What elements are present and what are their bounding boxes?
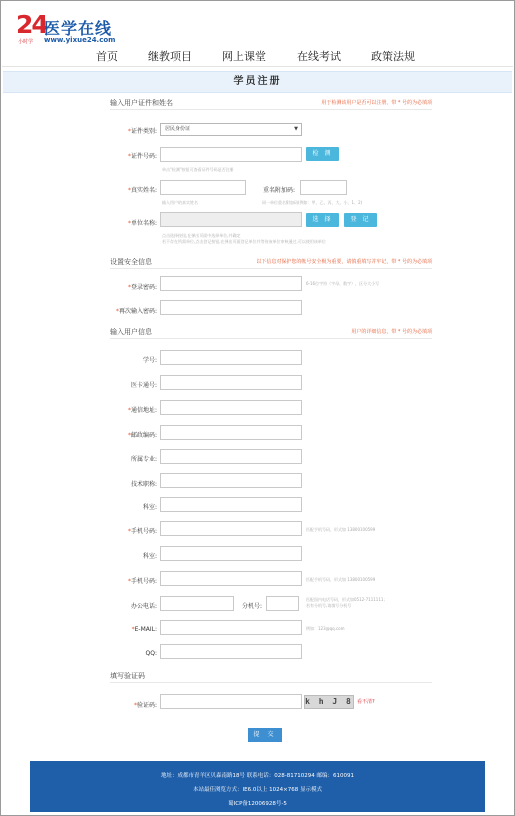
dup-code-input[interactable] (300, 180, 347, 195)
section-identity (110, 98, 432, 110)
captcha-input[interactable] (160, 694, 302, 709)
dept-input[interactable] (160, 546, 302, 561)
email-input[interactable] (160, 620, 302, 635)
mobile-input[interactable] (160, 521, 302, 536)
nav-cme-projects[interactable]: 继教项目 (148, 50, 192, 63)
nav-policies[interactable]: 政策法规 (371, 50, 415, 63)
password-confirm-label: *再次输入密码: (115, 308, 157, 315)
mobile-input[interactable] (160, 571, 302, 586)
dup-code-hint: 同一单位重名附加码(例如：甲、乙、丙、大、小、1、2) (262, 200, 363, 205)
section-title: 填写验证码 (110, 672, 145, 680)
page-title-bar (3, 71, 512, 93)
password-input[interactable] (160, 276, 302, 291)
address-input[interactable] (160, 400, 302, 415)
office-phone-hint: 匹配国内电话号码，形式如0512-7111111； 若有分机号,请填写分机号 (306, 597, 388, 608)
section-note: 用户的详细信息，带 * 号的为必填项 (351, 329, 432, 335)
unit-label: *单位名称: (127, 220, 157, 227)
section-title: 设置安全信息 (110, 258, 152, 266)
extension-label: 分机号: (242, 603, 263, 610)
chevron-down-icon: ▼ (294, 126, 298, 132)
qq-input[interactable] (160, 644, 302, 659)
card-no-label: 医卡通号: (130, 382, 157, 389)
nav-home[interactable]: 首页 (96, 50, 118, 63)
section-title: 输入用户信息 (110, 328, 152, 336)
real-name-label: *真实姓名: (127, 187, 157, 194)
register-unit-button[interactable]: 登 记 (344, 213, 377, 227)
real-name-hint: 输入用户的真实姓名 (162, 200, 198, 205)
id-number-hint: 单击"检测"按钮可查看证件号码是否注册 (162, 167, 234, 172)
site-footer (30, 761, 485, 812)
card-no-input[interactable] (160, 375, 302, 390)
select-unit-button[interactable]: 选 择 (306, 213, 339, 227)
dup-code-label: 重名附加码: (263, 187, 296, 194)
qq-label: QQ: (145, 650, 157, 657)
nav-divider (2, 66, 513, 67)
unit-hint: 点击选择按钮,在弹出页面中选择单位,并确定 若不存在所需单位,点击登记按钮,在弹出页面登记单位并等待该单位审核通过,可以使用该单位 (162, 233, 326, 244)
title-label: 技术职称: (130, 481, 157, 488)
mobile-hint: 匹配手机号码，形式如 13800100599 (306, 577, 376, 582)
logo-url: www.yixue24.com (44, 36, 116, 44)
address-label: *通信地址: (127, 407, 157, 414)
nav-online-exam[interactable]: 在线考试 (297, 50, 341, 63)
section-captcha (110, 671, 432, 683)
footer-icp: 蜀ICP备12006928号-5 (228, 801, 287, 807)
email-label: *E-MAIL: (131, 626, 157, 633)
id-number-label: *证件号码: (127, 153, 157, 160)
section-note: 用于检测该用户是否可以注册，带 * 号的为必填项 (321, 100, 432, 106)
id-type-label: *证件类别: (127, 128, 157, 135)
footer-address: 地址：成都市青羊区贝森南路18号 联系电话：028-81710294 邮编：610091 (161, 773, 354, 779)
dept-input[interactable] (160, 497, 302, 512)
section-note: 以下信息对保护您的帐号安全极为重要，请慎重填写并牢记，带 * 号的为必填项 (256, 259, 432, 265)
logo-name: 医学在线 (44, 19, 113, 38)
id-number-input[interactable] (160, 147, 302, 162)
email-hint: 例如：123@qq.com (306, 626, 345, 631)
extension-input[interactable] (266, 596, 299, 611)
real-name-input[interactable] (160, 180, 246, 195)
student-no-input[interactable] (160, 350, 302, 365)
logo-small-text: 小时学 (18, 39, 34, 45)
dept-label: 科室: (142, 504, 157, 511)
check-id-button[interactable]: 检 测 (306, 147, 339, 161)
dept-label: 科室: (142, 553, 157, 560)
submit-button[interactable]: 提 交 (248, 728, 282, 742)
footer-browser-note: 本站最佳浏览方式：IE6.0以上 1024×768 显示模式 (193, 787, 322, 793)
section-user-info (110, 327, 432, 339)
major-label: 所属专业: (130, 456, 157, 463)
unit-input[interactable] (160, 212, 302, 227)
title-input[interactable] (160, 473, 302, 488)
major-input[interactable] (160, 449, 302, 464)
logo-number: 24 (16, 10, 47, 39)
zip-label: *邮政编码: (127, 432, 157, 439)
captcha-label: *验证码: (133, 702, 157, 709)
mobile-hint: 匹配手机号码，形式如 13800100599 (306, 527, 376, 532)
section-security (110, 257, 432, 269)
id-type-select[interactable] (160, 123, 302, 136)
mobile-label: *手机号码: (127, 528, 157, 535)
nav-online-class[interactable]: 网上课堂 (222, 50, 266, 63)
password-confirm-input[interactable] (160, 300, 302, 315)
section-title: 输入用户证件和姓名 (110, 99, 173, 107)
office-phone-label: 办公电话: (130, 603, 157, 610)
password-hint: 6-16位字符（字母、数字），区分大小写 (306, 281, 380, 286)
student-no-label: 学号: (142, 357, 157, 364)
captcha-refresh-link[interactable]: 看不清? (357, 699, 375, 705)
captcha-image[interactable]: k h J 8 (304, 695, 354, 709)
office-phone-input[interactable] (160, 596, 234, 611)
main-nav (0, 48, 515, 66)
mobile-label: *手机号码: (127, 578, 157, 585)
password-label: *登录密码: (127, 284, 157, 291)
page-title: 学员注册 (233, 76, 282, 87)
zip-input[interactable] (160, 425, 302, 440)
id-type-value: 居民身份证 (165, 126, 191, 132)
